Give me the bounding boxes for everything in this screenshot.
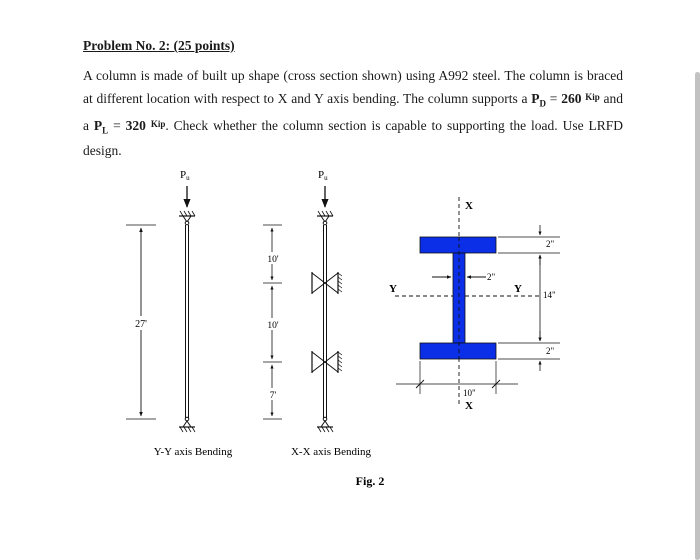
pl-unit: Kip: [150, 118, 166, 129]
bottom-flange: [420, 343, 496, 359]
top-flange: [420, 237, 496, 253]
xx-top-pin: [317, 211, 333, 225]
pl-subscript: L: [102, 125, 109, 136]
figure-caption: Fig. 2: [355, 474, 385, 488]
x-axis-top-label: X: [465, 200, 473, 212]
pd-value: 260: [561, 90, 582, 106]
top-flange-thickness-label: 2": [546, 239, 555, 249]
x-axis-bottom-label: X: [465, 400, 473, 412]
y-axis-left-label: Y: [389, 283, 397, 295]
y-axis-right-label: Y: [514, 283, 522, 295]
yy-bottom-pin: [179, 417, 195, 432]
pd-unit: Kip: [585, 91, 600, 102]
xx-seg1-label: 10': [267, 255, 279, 265]
pl-symbol: $P_L$: [93, 117, 109, 136]
statement-and: and a: [83, 90, 623, 133]
xx-caption: X-X axis Bending: [290, 446, 372, 458]
pd-subscript: D: [539, 98, 547, 109]
statement-part-1: A column is made of built up shape (cross section shown) using A992 steel. The column is braced at different location with respect to X and Y axis bending. The column supports a: [83, 68, 623, 106]
pd-equals: =: [546, 90, 562, 106]
xx-seg2-label: 10': [267, 321, 279, 331]
pl-equals: =: [108, 117, 126, 133]
xx-bottom-pin: [317, 417, 333, 432]
yy-height-label: 27': [135, 319, 147, 330]
web-thickness-label: 2": [487, 272, 496, 282]
xx-seg3-label: 7': [269, 391, 277, 401]
flange-width-label: 10": [463, 388, 476, 398]
statement-part-2: . Check whether the column section is capable to supporting the load. Use LRFD design.: [83, 117, 624, 158]
bottom-flange-thickness-label: 2": [546, 346, 555, 356]
yy-top-pin: [179, 211, 195, 225]
web-height-label: 14": [543, 290, 556, 300]
pd-symbol: $P_D$: [531, 90, 547, 109]
yy-column-diagram: [126, 169, 233, 458]
xx-column-diagram: [263, 169, 372, 458]
yy-caption: Y-Y axis Bending: [153, 446, 233, 458]
pl-value: 320: [125, 117, 146, 133]
problem-title: Problem No. 2: (25 points): [83, 38, 235, 53]
cross-section: [389, 197, 560, 412]
yy-load-label: Pu: [180, 169, 190, 182]
xx-load-label: Pu: [318, 169, 328, 182]
